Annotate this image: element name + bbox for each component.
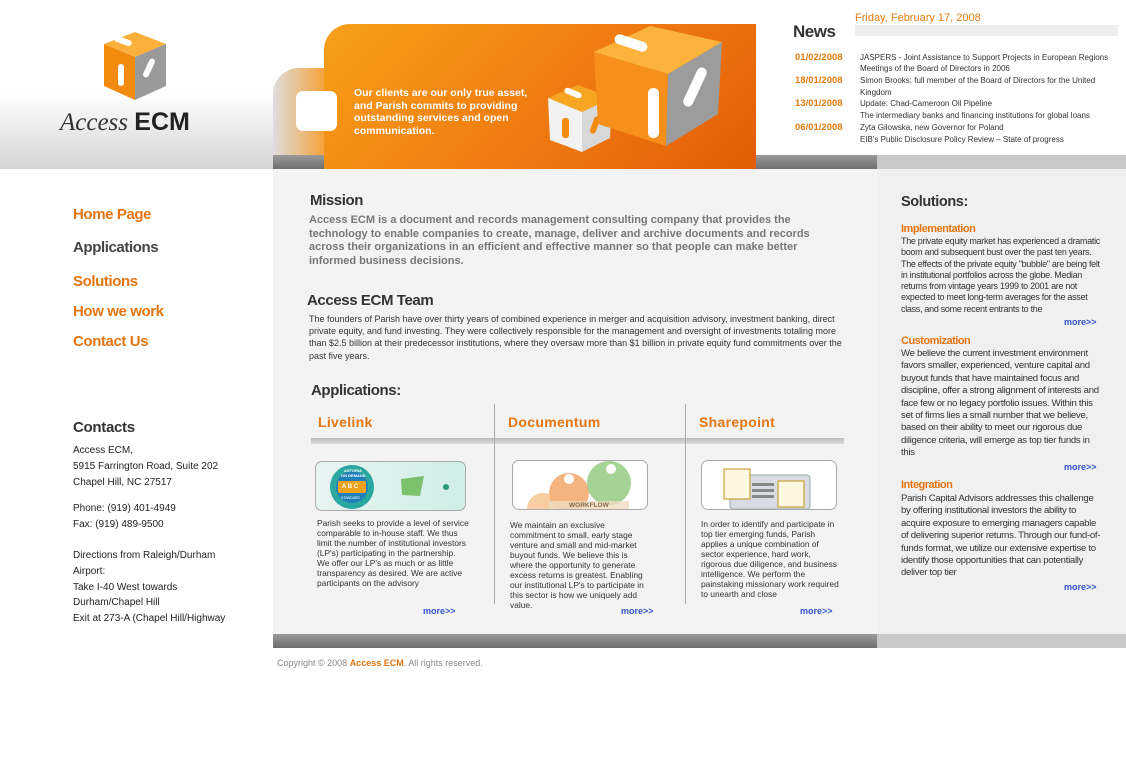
solutions-title: Solutions: [901, 194, 968, 210]
header-right-bar [877, 155, 1126, 169]
news-item-date[interactable]: 01/02/2008 [795, 52, 843, 63]
news-item-date[interactable]: 13/01/2008 [795, 98, 843, 109]
solution-title-customization[interactable]: Customization [901, 335, 971, 347]
nav-how-we-work[interactable]: How we work [73, 303, 164, 320]
app-header-divider [311, 438, 844, 444]
banner-large-cube-icon [590, 24, 724, 148]
contact-line: Phone: (919) 401-4949 [73, 503, 176, 514]
contact-line: Access ECM, [73, 445, 134, 456]
news-item-link[interactable]: Update: Chad-Cameroon Oil Pipeline [860, 99, 993, 108]
contact-line: Directions from Raleigh/Durham [73, 550, 216, 561]
applications-title: Applications: [311, 382, 401, 399]
sharepoint-graphic-icon [702, 461, 837, 510]
footer-bar [273, 634, 877, 648]
app-col-title-documentum[interactable]: Documentum [508, 414, 601, 430]
news-item-date[interactable]: 06/01/2008 [795, 122, 843, 133]
livelink-thumb-title2: ON DEMAND [341, 473, 366, 478]
solution-more-link[interactable]: more>> [1064, 462, 1097, 472]
contact-line: Airport: [73, 566, 106, 577]
solution-more-link[interactable]: more>> [1064, 317, 1097, 327]
documentum-thumbnail[interactable] [512, 460, 648, 510]
logo-word-access: Access [60, 109, 129, 136]
contact-line: Take I-40 West towards [73, 582, 178, 593]
sharepoint-text: In order to identify and participate in top tier emerging funds, Parish applies a unique combination of sector experience, hard work, rigorous due diligence, and business intelligence. We perform the painstaking missionary work required to unearth and close [701, 519, 839, 599]
livelink-graphic-icon [316, 462, 466, 511]
solution-more-link[interactable]: more>> [1064, 582, 1097, 592]
news-item-link[interactable]: The intermediary banks and financing institutions for global loans [860, 111, 1090, 120]
copyright-brand[interactable]: Access ECM [349, 658, 404, 668]
documentum-text: We maintain an exclusive commitment to small, early stage venture and small and mid-market buyout funds. We believe this is where the opportunity to generate excess returns is greatest. Enabling our institutional LP's to participate in this sector is how we uniquely add value. [510, 520, 644, 610]
news-date: Friday, February 17, 2008 [855, 12, 981, 24]
documentum-more-link[interactable]: more>> [621, 606, 654, 616]
livelink-thumb-badge2: STANDARD [341, 496, 360, 500]
sharepoint-thumbnail[interactable] [701, 460, 837, 510]
solution-title-integration[interactable]: Integration [901, 479, 953, 491]
contact-line: Exit at 273-A (Chapel Hill/Highway [73, 613, 226, 624]
sharepoint-more-link[interactable]: more>> [800, 606, 833, 616]
news-item-link[interactable]: Zyta Gilowska, new Governor for Poland [860, 123, 1004, 132]
nav-home[interactable]: Home Page [73, 206, 152, 223]
news-item-link[interactable]: Meetings of the Board of Directors in 2006 [860, 64, 1010, 73]
livelink-text: Parish seeks to provide a level of service comparable to in-house staff. We thus limit the number of institutional investors (LP's) participating in the partnership. We offer our LP's as much or as little transparency as desired. We are active participants on the advisory [317, 518, 469, 588]
news-item-link[interactable]: Simon Brooks: full member of the Board of Directors for the United Kingdom [860, 76, 1096, 97]
documentum-thumb-label: WORKFLOW [569, 502, 609, 509]
mission-text: Access ECM is a document and records management consulting company that provides the technology to enable companies to create, manage, deliver and archive documents and records across their organizations in an efficient and effective manner so that people can make better informed business decisions. [309, 214, 810, 267]
news-item-date[interactable]: 18/01/2008 [795, 75, 843, 86]
copyright [277, 658, 483, 668]
copyright-suffix: . All rights reserved. [403, 658, 483, 668]
column-divider [494, 404, 495, 604]
logo-text[interactable] [60, 108, 190, 137]
app-col-title-sharepoint[interactable]: Sharepoint [699, 414, 776, 430]
column-divider [685, 404, 686, 604]
nav-contact-us[interactable]: Contact Us [73, 333, 149, 350]
app-col-title-livelink[interactable]: Livelink [318, 414, 373, 430]
news-date-bar [855, 25, 1118, 36]
copyright-prefix: Copyright © 2008 [277, 658, 350, 668]
contact-line: Durham/Chapel Hill [73, 597, 160, 608]
contact-line: Fax: (919) 489-9500 [73, 519, 164, 530]
solution-text: The private equity market has experienced a dramatic boom and subsequent bust over the past ten years. The effects of the private equity "bubble" are being felt in institutional portfolios across the globe. Median returns from vintage years 1999 to 2001 are not expected to meet long-term averages for the asset class, and some recent entrants to the [901, 236, 1101, 314]
banner-text: Our clients are our only true asset, and Parish commits to providing outstanding services and open communication. [354, 87, 528, 137]
team-text: The founders of Parish have over thirty years of combined experience in merger and acquisition advisory, investment banking, direct private equity, and fund investing. They were collectively responsible for the management and oversight of investments totaling more than $2.5 billion at their predecessor institutions, where they oversaw more than $1 billion in private equity fund commitments over the past five years. [309, 314, 842, 361]
contacts-title: Contacts [73, 419, 135, 436]
contact-line: 5915 Farrington Road, Suite 202 [73, 461, 219, 472]
banner-white-block [296, 91, 337, 131]
logo-word-ecm: ECM [134, 108, 190, 136]
solution-title-implementation[interactable]: Implementation [901, 223, 976, 235]
livelink-thumb-badge: A B C [342, 484, 359, 490]
logo-cube-icon[interactable] [100, 30, 170, 102]
news-item-link[interactable]: EIB's Public Disclosure Policy Review – State of progress [860, 135, 1064, 144]
livelink-thumb-title1: ASTORIA [344, 468, 362, 473]
footer-right-bar [877, 634, 1126, 648]
team-title: Access ECM Team [307, 292, 434, 309]
livelink-more-link[interactable]: more>> [423, 606, 456, 616]
news-item-link[interactable]: JASPERS - Joint Assistance to Support Projects in European Regions [860, 53, 1109, 62]
contact-line: Chapel Hill, NC 27517 [73, 477, 172, 488]
nav-solutions[interactable]: Solutions [73, 273, 138, 290]
news-title: News [793, 22, 836, 41]
mission-title: Mission [310, 192, 364, 209]
solution-text: We believe the current investment environment favors smaller, experienced, venture capital and buyout funds that have maintained focus and discipline, offer a strong alignment of interests and face few or no legacy portfolio issues. Within this set of firms lies a small number that we believe, based on their ability to meet our rigorous due diligence criteria, will emerge as top tier funds in this [901, 348, 1099, 459]
nav-applications[interactable]: Applications [73, 239, 159, 256]
livelink-thumbnail[interactable] [315, 461, 466, 511]
solution-text: Parish Capital Advisors addresses this challenge by offering institutional investors the ability to acquire exposure to emerging managers capable of delivering superior returns. Through our fund-of-funds format, we utilize our extensive expertise to identify those opportunities that can potentially deliver top tier [901, 493, 1101, 579]
